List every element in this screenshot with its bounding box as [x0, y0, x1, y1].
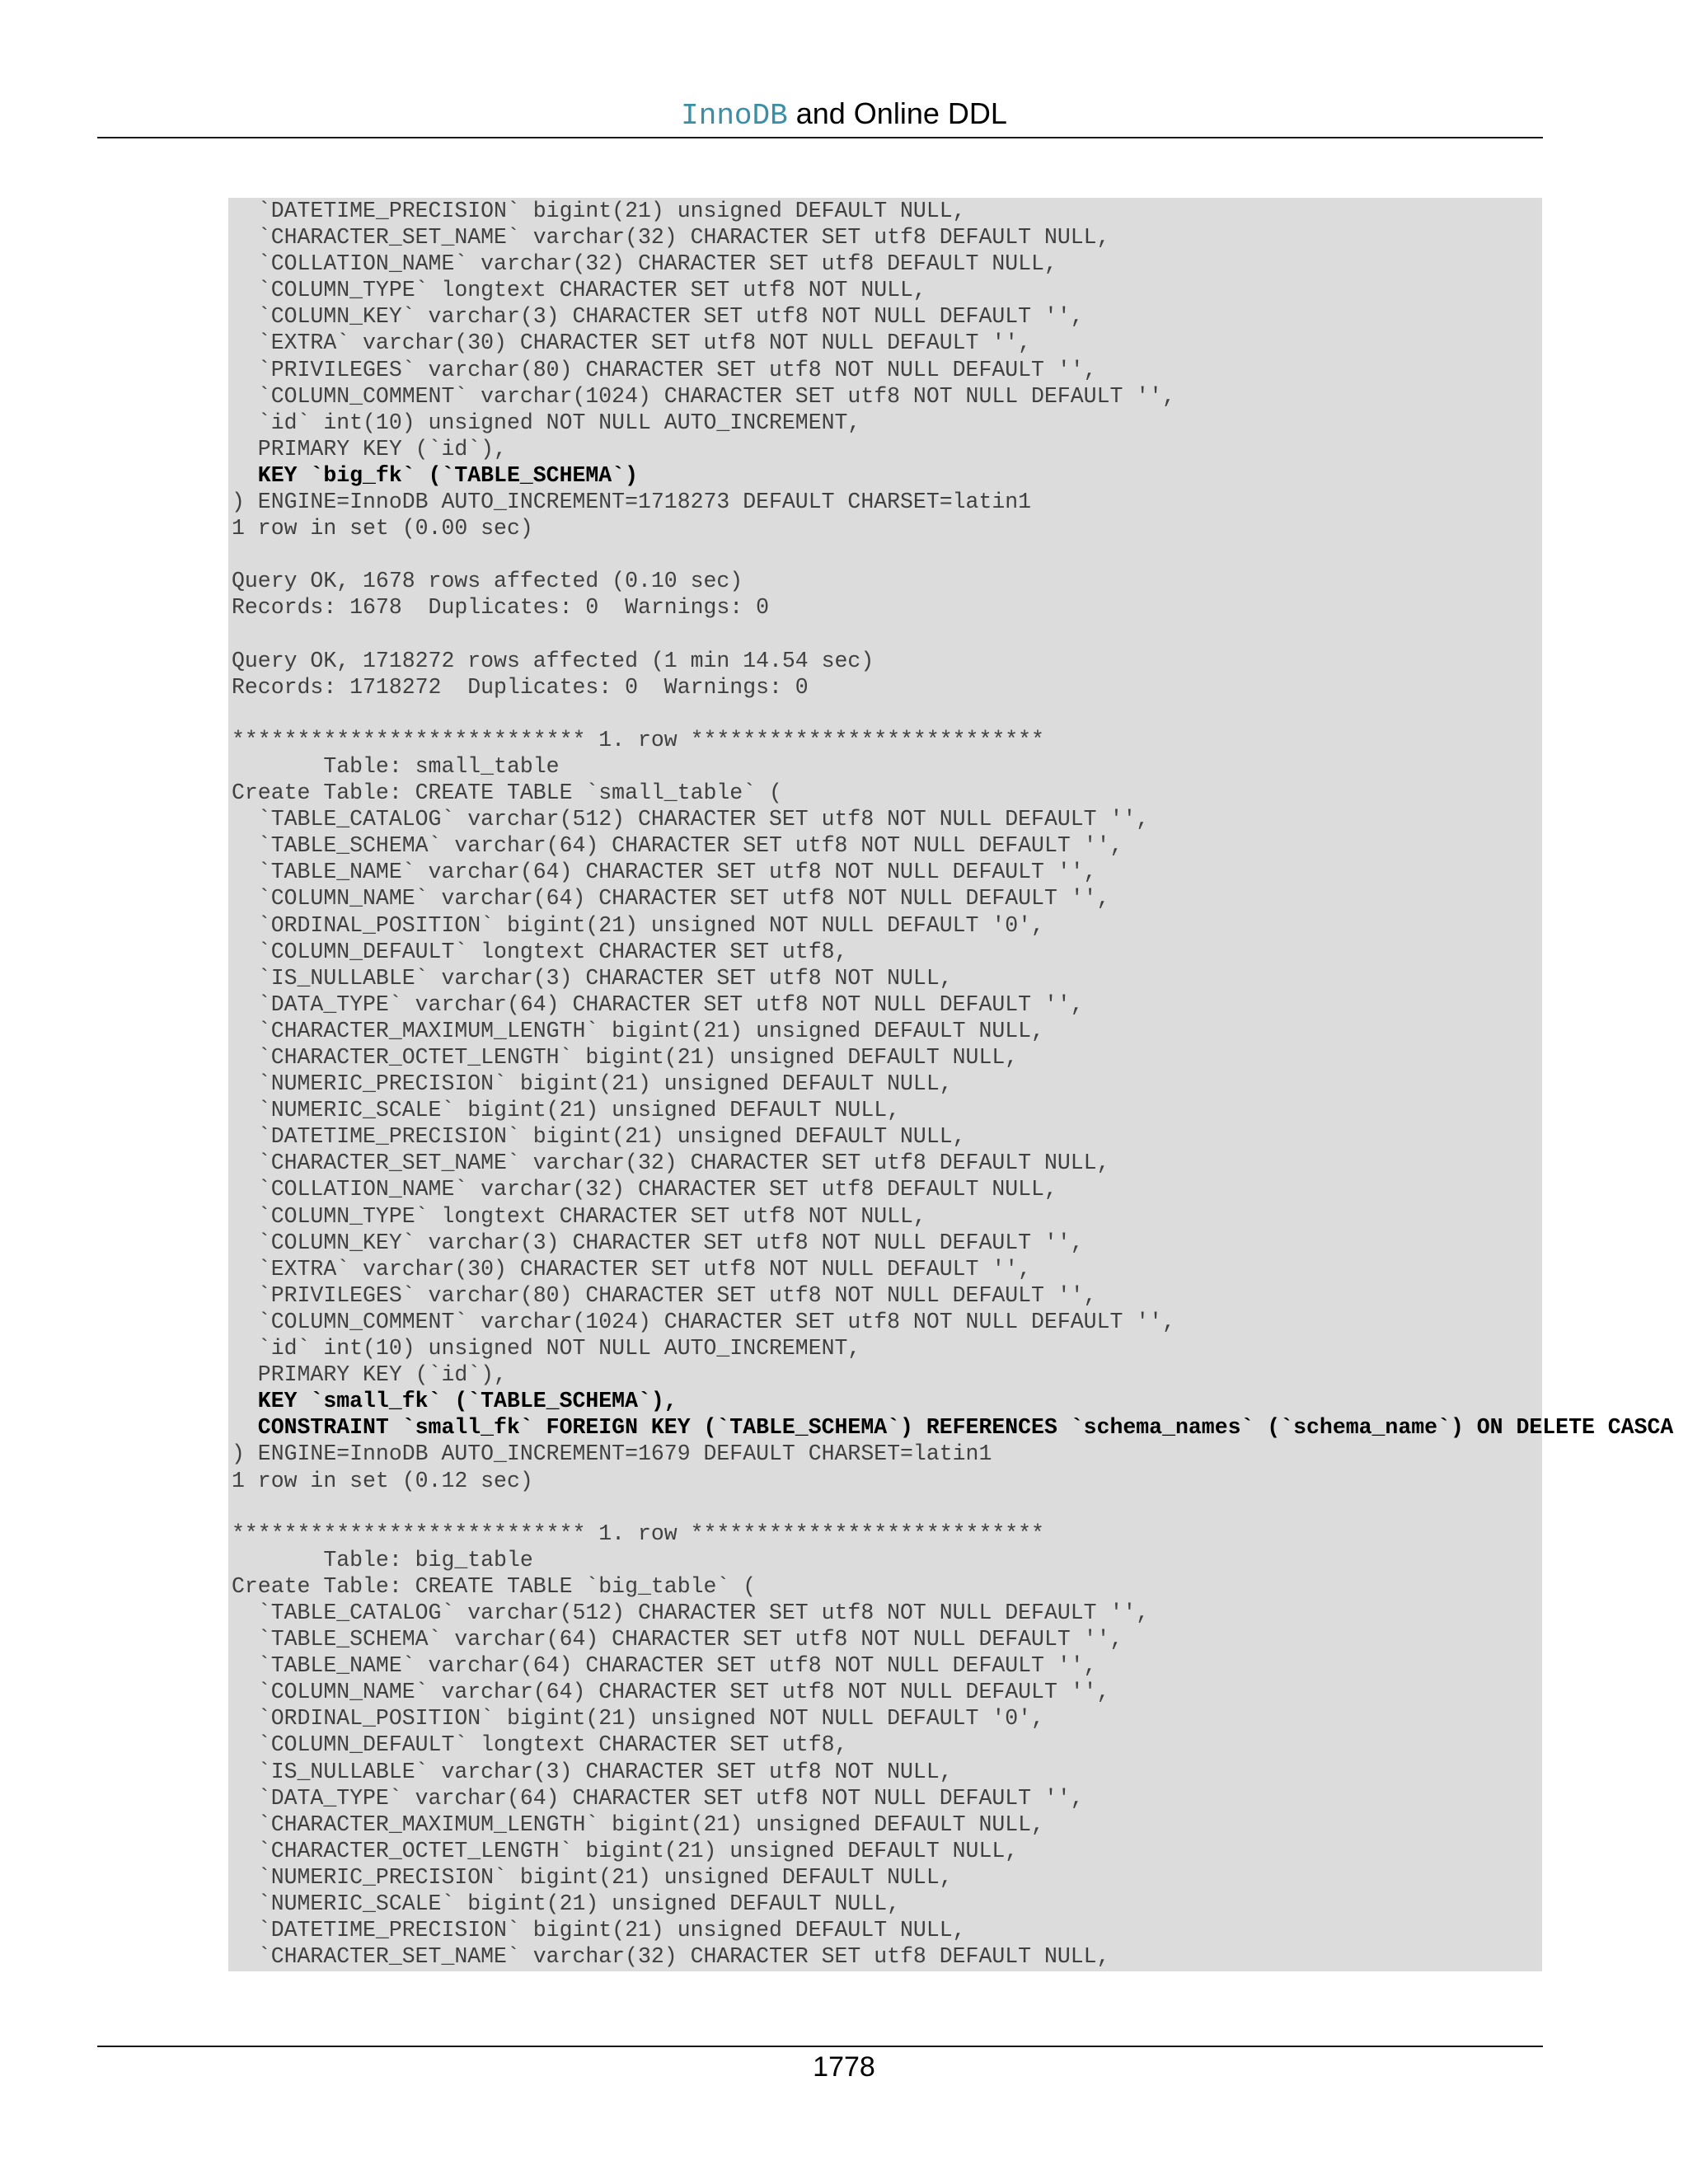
code-line: KEY `small_fk` (`TABLE_SCHEMA`),	[232, 1389, 678, 1414]
code-line: *************************** 1. row ***************************	[232, 1521, 1044, 1546]
code-line: `ORDINAL_POSITION` bigint(21) unsigned NOT NULL DEFAULT '0',	[232, 912, 1044, 938]
code-line: Query OK, 1718272 rows affected (1 min 14.54 sec)	[232, 648, 874, 673]
code-line: `IS_NULLABLE` varchar(3) CHARACTER SET utf8 NOT NULL,	[232, 965, 953, 991]
code-line: `COLUMN_KEY` varchar(3) CHARACTER SET utf8 NOT NULL DEFAULT '',	[232, 304, 1084, 330]
code-line: `COLUMN_TYPE` longtext CHARACTER SET utf8 NOT NULL,	[232, 278, 926, 303]
code-line: `TABLE_CATALOG` varchar(512) CHARACTER SET utf8 NOT NULL DEFAULT '',	[232, 1600, 1150, 1625]
page-header	[0, 94, 1688, 136]
code-line: `COLUMN_COMMENT` varchar(1024) CHARACTER SET utf8 NOT NULL DEFAULT '',	[232, 1309, 1175, 1334]
code-line: `COLLATION_NAME` varchar(32) CHARACTER SET utf8 DEFAULT NULL,	[232, 251, 1057, 277]
code-line: PRIMARY KEY (`id`),	[232, 1362, 507, 1388]
code-line: Create Table: CREATE TABLE `big_table` (	[232, 1573, 757, 1599]
code-line: `TABLE_SCHEMA` varchar(64) CHARACTER SET utf8 NOT NULL DEFAULT '',	[232, 1627, 1123, 1652]
code-line: `COLLATION_NAME` varchar(32) CHARACTER SET utf8 DEFAULT NULL,	[232, 1177, 1057, 1202]
code-line: Table: small_table	[232, 753, 560, 779]
code-line: `NUMERIC_SCALE` bigint(21) unsigned DEFAULT NULL,	[232, 1891, 901, 1916]
code-line: `COLUMN_TYPE` longtext CHARACTER SET utf8 NOT NULL,	[232, 1203, 926, 1229]
code-line: `CHARACTER_SET_NAME` varchar(32) CHARACTER SET utf8 DEFAULT NULL,	[232, 1151, 1110, 1176]
code-line: `EXTRA` varchar(30) CHARACTER SET utf8 NOT NULL DEFAULT '',	[232, 330, 1032, 356]
code-line: ) ENGINE=InnoDB AUTO_INCREMENT=1679 DEFAULT CHARSET=latin1	[232, 1441, 992, 1467]
code-line: `CHARACTER_MAXIMUM_LENGTH` bigint(21) unsigned DEFAULT NULL,	[232, 1811, 1044, 1837]
code-line: `DATETIME_PRECISION` bigint(21) unsigned DEFAULT NULL,	[232, 1918, 966, 1943]
code-line: Records: 1678 Duplicates: 0 Warnings: 0	[232, 595, 770, 621]
code-line: Records: 1718272 Duplicates: 0 Warnings: 0	[232, 674, 809, 700]
code-line: `TABLE_NAME` varchar(64) CHARACTER SET utf8 NOT NULL DEFAULT '',	[232, 1653, 1097, 1679]
code-line: `CHARACTER_SET_NAME` varchar(32) CHARACTER SET utf8 DEFAULT NULL,	[232, 1944, 1110, 1970]
code-line: `COLUMN_KEY` varchar(3) CHARACTER SET utf8 NOT NULL DEFAULT '',	[232, 1230, 1084, 1255]
code-line: `NUMERIC_SCALE` bigint(21) unsigned DEFAULT NULL,	[232, 1098, 901, 1123]
footer-divider	[97, 2046, 1543, 2047]
code-line: `COLUMN_COMMENT` varchar(1024) CHARACTER SET utf8 NOT NULL DEFAULT '',	[232, 383, 1175, 409]
code-line: `COLUMN_NAME` varchar(64) CHARACTER SET utf8 NOT NULL DEFAULT '',	[232, 1680, 1110, 1705]
code-line: `CHARACTER_OCTET_LENGTH` bigint(21) unsigned DEFAULT NULL,	[232, 1838, 1019, 1863]
code-line: `NUMERIC_PRECISION` bigint(21) unsigned DEFAULT NULL,	[232, 1864, 953, 1890]
code-line: Query OK, 1678 rows affected (0.10 sec)	[232, 569, 743, 594]
code-line: `ORDINAL_POSITION` bigint(21) unsigned NOT NULL DEFAULT '0',	[232, 1706, 1044, 1732]
code-line: `NUMERIC_PRECISION` bigint(21) unsigned DEFAULT NULL,	[232, 1071, 953, 1097]
header-divider	[97, 137, 1543, 138]
code-line: 1 row in set (0.00 sec)	[232, 516, 533, 541]
code-line: `CHARACTER_OCTET_LENGTH` bigint(21) unsigned DEFAULT NULL,	[232, 1045, 1019, 1070]
code-line: `COLUMN_DEFAULT` longtext CHARACTER SET utf8,	[232, 1732, 848, 1758]
code-line: ) ENGINE=InnoDB AUTO_INCREMENT=1718273 DEFAULT CHARSET=latin1	[232, 490, 1032, 515]
code-line	[232, 541, 1688, 568]
code-line: CONSTRAINT `small_fk` FOREIGN KEY (`TABLE_SCHEMA`) REFERENCES `schema_names` (`schema_name`) ON DELETE CASCA	[232, 1415, 1674, 1441]
code-line: `TABLE_CATALOG` varchar(512) CHARACTER SET utf8 NOT NULL DEFAULT '',	[232, 807, 1150, 832]
code-line: `DATA_TYPE` varchar(64) CHARACTER SET utf8 NOT NULL DEFAULT '',	[232, 991, 1084, 1017]
code-line: *************************** 1. row ***************************	[232, 727, 1044, 752]
page-number: 1778	[813, 2051, 875, 2083]
code-line: `id` int(10) unsigned NOT NULL AUTO_INCREMENT,	[232, 410, 861, 435]
code-line	[232, 1494, 1688, 1521]
header-title-text: and Online DDL	[787, 96, 1007, 130]
code-line: `CHARACTER_MAXIMUM_LENGTH` bigint(21) unsigned DEFAULT NULL,	[232, 1018, 1044, 1043]
code-line: `TABLE_SCHEMA` varchar(64) CHARACTER SET utf8 NOT NULL DEFAULT '',	[232, 833, 1123, 859]
header-code-term: InnoDB	[681, 99, 788, 133]
code-line: KEY `big_fk` (`TABLE_SCHEMA`)	[232, 462, 638, 488]
code-line: `CHARACTER_SET_NAME` varchar(32) CHARACTER SET utf8 DEFAULT NULL,	[232, 225, 1110, 251]
code-line: `DATETIME_PRECISION` bigint(21) unsigned DEFAULT NULL,	[232, 199, 966, 223]
code-line: `EXTRA` varchar(30) CHARACTER SET utf8 NOT NULL DEFAULT '',	[232, 1256, 1032, 1282]
code-line: Create Table: CREATE TABLE `small_table` (	[232, 780, 782, 806]
code-line: `COLUMN_DEFAULT` longtext CHARACTER SET utf8,	[232, 939, 848, 964]
code-line: Table: big_table	[232, 1547, 533, 1572]
code-line: 1 row in set (0.12 sec)	[232, 1468, 533, 1493]
code-lines	[232, 198, 1688, 1970]
code-line: `IS_NULLABLE` varchar(3) CHARACTER SET utf8 NOT NULL,	[232, 1759, 953, 1784]
code-line	[232, 701, 1688, 727]
code-line: `TABLE_NAME` varchar(64) CHARACTER SET utf8 NOT NULL DEFAULT '',	[232, 860, 1097, 885]
code-line: PRIMARY KEY (`id`),	[232, 436, 507, 462]
code-line: `COLUMN_NAME` varchar(64) CHARACTER SET utf8 NOT NULL DEFAULT '',	[232, 886, 1110, 912]
code-line: `DATETIME_PRECISION` bigint(21) unsigned DEFAULT NULL,	[232, 1124, 966, 1150]
code-line: `PRIVILEGES` varchar(80) CHARACTER SET utf8 NOT NULL DEFAULT '',	[232, 1282, 1097, 1308]
code-line: `DATA_TYPE` varchar(64) CHARACTER SET utf8 NOT NULL DEFAULT '',	[232, 1785, 1084, 1811]
code-line: `id` int(10) unsigned NOT NULL AUTO_INCREMENT,	[232, 1336, 861, 1361]
code-line: `PRIVILEGES` varchar(80) CHARACTER SET utf8 NOT NULL DEFAULT '',	[232, 357, 1097, 382]
code-listing	[228, 198, 1674, 1971]
code-line	[232, 621, 1688, 648]
